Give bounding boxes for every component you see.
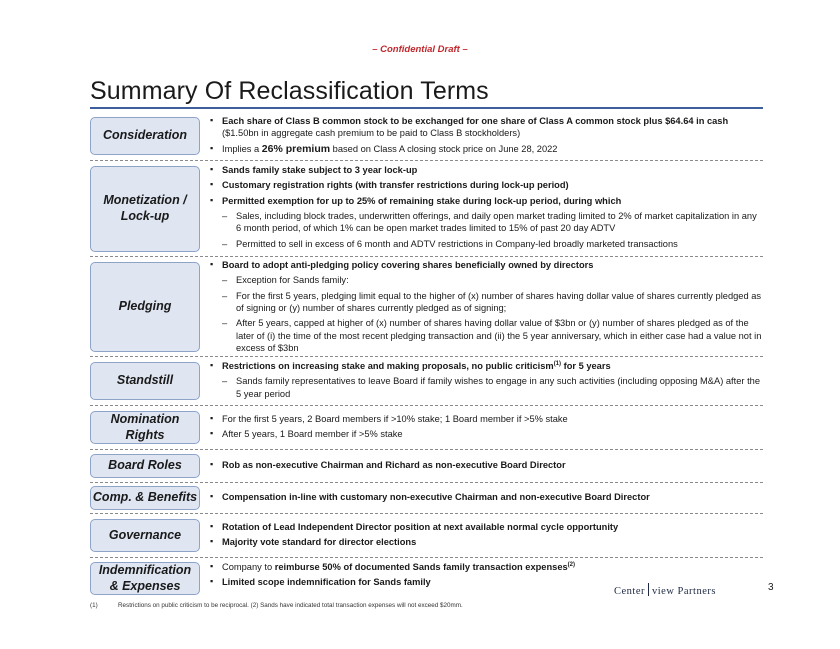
- sub-bullet: – Permitted to sell in excess of 6 month and ADTV restrictions in Company-led broadly marketed transactions: [208, 238, 763, 250]
- row-content-nomination: [208, 413, 763, 444]
- footnote-text: Restrictions on public criticism to be reciprocal. (2) Sands have indicated total transaction expenses will not exceed $20mm.: [118, 602, 463, 609]
- bullet: ▪ Board to adopt anti-pledging policy covering shares beneficially owned by directors: [208, 259, 763, 271]
- row-label-nomination: Nomination Rights: [90, 411, 200, 444]
- row-content-comp-benefits: [208, 491, 763, 506]
- row-content-pledging: [208, 259, 763, 358]
- bullet-text: based on Class A closing stock price on June 28, 2022: [330, 143, 558, 154]
- bullet: [208, 143, 763, 157]
- row-content-monetization: [208, 164, 763, 253]
- row-label-standstill: Standstill: [90, 362, 200, 400]
- row-content-consideration: [208, 115, 763, 160]
- bullet: ▪ Limited scope indemnification for Sands family: [208, 576, 763, 588]
- row-label-consideration: Consideration: [90, 117, 200, 155]
- page-title: Summary Of Reclassification Terms: [90, 77, 489, 105]
- sub-bullet: – Exception for Sands family:: [208, 274, 763, 286]
- bullet-text: ($1.50bn in aggregate cash premium to be paid to Class B stockholders): [222, 128, 521, 139]
- bullet: [208, 561, 763, 573]
- row-governance: [90, 514, 763, 558]
- row-label-governance: Governance: [90, 519, 200, 552]
- row-label-board-roles: Board Roles: [90, 454, 200, 478]
- footnote: [90, 602, 463, 609]
- footnote-ref: (2): [567, 561, 576, 568]
- bullet: ▪ Compensation in-line with customary non-executive Chairman and non-executive Board Director: [208, 491, 763, 503]
- footnote-number: (1): [90, 602, 98, 609]
- footnote-ref: (1): [553, 360, 562, 367]
- row-content-standstill: [208, 360, 763, 403]
- row-consideration: [90, 112, 763, 161]
- bullet: ▪ Sands family stake subject to 3 year lock-up: [208, 164, 763, 176]
- sub-bullet: – For the first 5 years, pledging limit equal to the higher of (x) number of shares having dollar value of shares currently pledged as of signing or (y) number of shares currently pledged as of signing;: [208, 290, 763, 315]
- row-content-governance: [208, 521, 763, 552]
- logo-text-right: view Partners: [652, 586, 716, 597]
- row-standstill: [90, 357, 763, 406]
- row-label-comp-benefits: Comp. & Benefits: [90, 486, 200, 510]
- logo-text-left: Center: [614, 586, 645, 597]
- row-content-board-roles: [208, 459, 763, 474]
- bullet: ▪ After 5 years, 1 Board member if >5% stake: [208, 428, 763, 440]
- centerview-logo: [614, 583, 716, 597]
- bullet-text: Each share of Class B common stock to be exchanged for one share of Class A common stock plus $64.64 in cash: [222, 116, 729, 126]
- page-number: 3: [768, 582, 774, 593]
- bullet-text: for 5 years: [561, 361, 611, 371]
- sub-bullet: – After 5 years, capped at higher of (x) number of shares having dollar value of $3bn or (y) number of shares pledged as of the later of (i) the time of the most recent pledging transaction and (ii) the 5 year anniversary, which in either case had a value not in excess of $3bn: [208, 317, 763, 354]
- bullet: ▪ Permitted exemption for up to 25% of remaining stake during lock-up period, during which: [208, 195, 763, 207]
- bullet: ▪ Rob as non-executive Chairman and Richard as non-executive Board Director: [208, 459, 763, 471]
- bullet: ▪ Majority vote standard for director elections: [208, 536, 763, 548]
- row-label-monetization: Monetization / Lock-up: [90, 166, 200, 252]
- bullet: ▪ For the first 5 years, 2 Board members if >10% stake; 1 Board member if >5% stake: [208, 413, 763, 425]
- confidential-banner: – Confidential Draft –: [372, 44, 468, 55]
- bullet: ▪ Rotation of Lead Independent Director position at next available normal cycle opportunity: [208, 521, 763, 533]
- row-monetization: [90, 161, 763, 257]
- row-label-indemnification: Indemnification & Expenses: [90, 562, 200, 595]
- bullet-text: Company to: [222, 562, 275, 572]
- title-rule: [90, 107, 763, 109]
- bullet: [208, 360, 763, 372]
- logo-divider: [648, 583, 649, 596]
- bullet-text: reimburse 50% of documented Sands family transaction expenses: [274, 562, 568, 572]
- bullet-text: 26% premium: [261, 142, 331, 155]
- row-comp-benefits: [90, 483, 763, 514]
- sub-bullet: – Sales, including block trades, underwritten offerings, and daily open market trading limited to 2% of market capitalization in any 6 month period, of which 1% can be open market trades limited to 15% of past 20 day ADTV: [208, 210, 763, 235]
- bullet-text: Implies a: [222, 143, 262, 154]
- bullet-text: Restrictions on increasing stake and making proposals, no public criticism: [222, 361, 554, 371]
- sub-bullet: – Sands family representatives to leave Board if family wishes to engage in any such activities (including opposing M&A) after the 5 year period: [208, 375, 763, 400]
- row-nomination: [90, 406, 763, 450]
- row-label-pledging: Pledging: [90, 262, 200, 352]
- bullet: [208, 115, 763, 140]
- row-board-roles: [90, 450, 763, 483]
- bullet: ▪ Customary registration rights (with transfer restrictions during lock-up period): [208, 179, 763, 191]
- row-pledging: [90, 257, 763, 357]
